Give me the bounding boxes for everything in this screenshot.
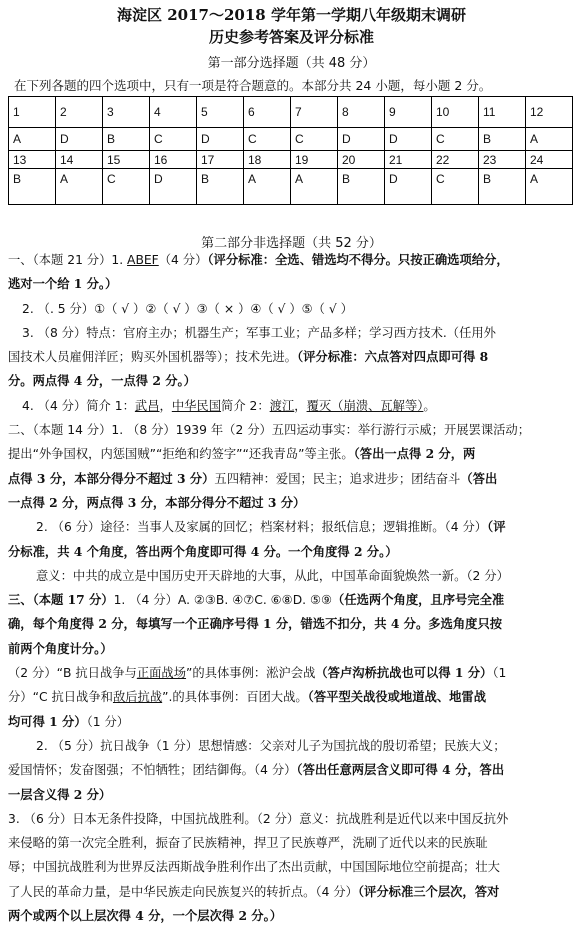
answer-line: 提出“外争国权，内惩国贼”“拒绝和约签字”“还我青岛”等主张。（答出一点得 2 分，两 [8,446,476,462]
answer-cell: A [291,169,338,205]
question-number-cell: 7 [291,97,338,128]
answer-line: 分。两点得 4 分，一点得 2 分。） [8,373,196,389]
answer-cell: D [385,169,432,205]
question-number-cell: 16 [150,151,197,169]
answer-line: 一、（本题 21 分）1. ABEF（4 分）（评分标准：全选、错选均不得分。只按正确选项给分， [8,252,509,267]
part2-heading: 第二部分非选择题（共 52 分） [201,236,382,251]
question-number-cell: 23 [479,151,526,169]
question-number-cell: 3 [103,97,150,128]
answer-line: 两个或两个以上层次得 4 分，一个层次得 2 分。） [8,908,283,924]
question-number-cell: 19 [291,151,338,169]
answer-row [9,128,573,151]
answer-cell: C [244,128,291,151]
question-number-row [9,151,573,169]
answer-cell: D [197,128,244,151]
answer-line: 二、（本题 14 分）1. （8 分）1939 年（2 分）五四运动事实：举行游行示威；开展罢课活动； [8,423,531,438]
answer-cell: B [479,169,526,205]
answer-line: 辱；中国抗战胜利为世界反法西斯战争胜利作出了杰出贡献，中国国际地位空前提高；壮大 [8,860,500,875]
answer-cell: A [526,128,573,151]
part1-instruction: 在下列各题的四个选项中，只有一项是符合题意的。本部分共 24 小题，每小题 2 分。 [14,78,492,93]
question-number-cell: 22 [432,151,479,169]
answer-cell: B [479,128,526,151]
answer-cell: C [291,128,338,151]
question-number-cell: 11 [479,97,526,128]
question-number-cell: 15 [103,151,150,169]
answer-cell: B [103,128,150,151]
answer-cell: A [9,128,56,151]
question-number-cell: 14 [56,151,103,169]
answer-line: 爱国情怀；发奋图强；不怕牺牲；团结御侮。（4 分）（答出任意两层含义即可得 4 分，答出 [8,762,505,778]
question-number-cell: 9 [385,97,432,128]
answer-cell: C [432,169,479,205]
part1-heading: 第一部分选择题（共 48 分） [207,56,376,71]
answer-line: 一层含义得 2 分） [8,786,112,802]
answer-cell: A [244,169,291,205]
question-number-cell: 24 [526,151,573,169]
question-number-cell: 17 [197,151,244,169]
question-number-cell: 8 [338,97,385,128]
answer-line: 分标准，共 4 个角度，答出两个角度即可得 4 分。一个角度得 2 分。） [8,543,398,559]
document-title: 海淀区 2017～2018 学年第一学期八年级期末调研 [117,6,466,24]
answer-line: （2 分）“B 抗日战争与正面战场”的具体事例：淞沪会战（答卢沟桥抗战也可以得 1 分）（1 [8,665,507,681]
answer-line: 2. （. 5 分）①（ √ ）②（ √ ）③（ × ）④（ √ ）⑤（ √ ） [22,301,353,316]
answer-line: 三、（本题 17 分）1. （4 分）A. ②③B. ④⑦C. ⑥⑧D. ⑤⑨（任选两个角度，且序号完全准 [8,592,505,608]
answer-cell: D [338,128,385,151]
answer-line: 来侵略的第一次完全胜利，振奋了民族精神，捍卫了民族尊严，洗刷了近代以来的民族耻 [8,836,488,851]
question-number-cell: 21 [385,151,432,169]
answer-line: 国技术人员雇佣洋匠；购买外国机器等）；技术先进。（评分标准：六点答对四点即可得 8 [8,349,489,365]
question-number-row [9,97,573,128]
part2-answers [8,248,575,928]
answer-cell: B [9,169,56,205]
answer-line: 2. （5 分）抗日战争（1 分）思想情感：父亲对儿子为国抗战的殷切希望；民族大义； [36,738,506,753]
answer-line: 意义：中共的成立是中国历史开天辟地的大事，从此，中国革命面貌焕然一新。（2 分） [36,568,509,583]
answer-cell: B [197,169,244,205]
question-number-cell: 5 [197,97,244,128]
answer-cell: D [385,128,432,151]
answer-line: 一点得 2 分，两点得 3 分，本部分得分不超过 3 分） [8,494,306,510]
answer-line: 点得 3 分，本部分得分不超过 3 分）五四精神：爱国；民主；追求进步；团结奋斗（答出 [8,470,498,486]
answer-line: 3. （8 分）特点：官府主办；机器生产；军事工业；产品多样；学习西方技术.（任用外 [22,325,496,340]
question-number-cell: 12 [526,97,573,128]
answer-line: 分）“C 抗日战争和敌后抗战”.的具体事例：百团大战。（答平型关战役或地道战、地雷战 [8,689,487,705]
question-number-cell: 18 [244,151,291,169]
answer-line: 均可得 1 分）（1 分） [8,713,130,729]
question-number-cell: 13 [9,151,56,169]
answer-line: 4. （4 分）简介 1：武昌，中华民国简介 2：渡江，覆灭（崩溃、瓦解等）。 [22,398,436,413]
document-subtitle: 历史参考答案及评分标准 [208,28,374,46]
answer-cell: D [150,169,197,205]
answer-line: 2. （6 分）途径：当事人及家属的回忆；档案材料；报纸信息；逻辑推断。（4 分）（评 [36,519,506,535]
question-number-cell: 20 [338,151,385,169]
answer-cell: A [56,169,103,205]
answer-line: 3. （6 分）日本无条件投降，中国抗战胜利。（2 分）意义：抗战胜利是近代以来中国反抗外 [8,811,509,826]
answer-line: 确，每个角度得 2 分，每填写一个正确序号得 1 分，错选不扣分，共 4 分。多选角度只按 [8,616,503,632]
answer-row [9,169,573,205]
question-number-cell: 6 [244,97,291,128]
answer-line: 逃对一个给 1 分。） [8,276,118,292]
answer-line: 了人民的革命力量，是中华民族走向民族复兴的转折点。（4 分）（评分标准三个层次，答对 [8,883,500,899]
answer-cell: C [150,128,197,151]
answer-cell: C [103,169,150,205]
answer-cell: A [526,169,573,205]
answer-line: 前两个角度计分。） [8,640,113,656]
question-number-cell: 4 [150,97,197,128]
answer-cell: D [56,128,103,151]
answer-cell: C [432,128,479,151]
question-number-cell: 1 [9,97,56,128]
question-number-cell: 2 [56,97,103,128]
question-number-cell: 10 [432,97,479,128]
answer-cell: B [338,169,385,205]
answer-key-table [8,96,573,205]
